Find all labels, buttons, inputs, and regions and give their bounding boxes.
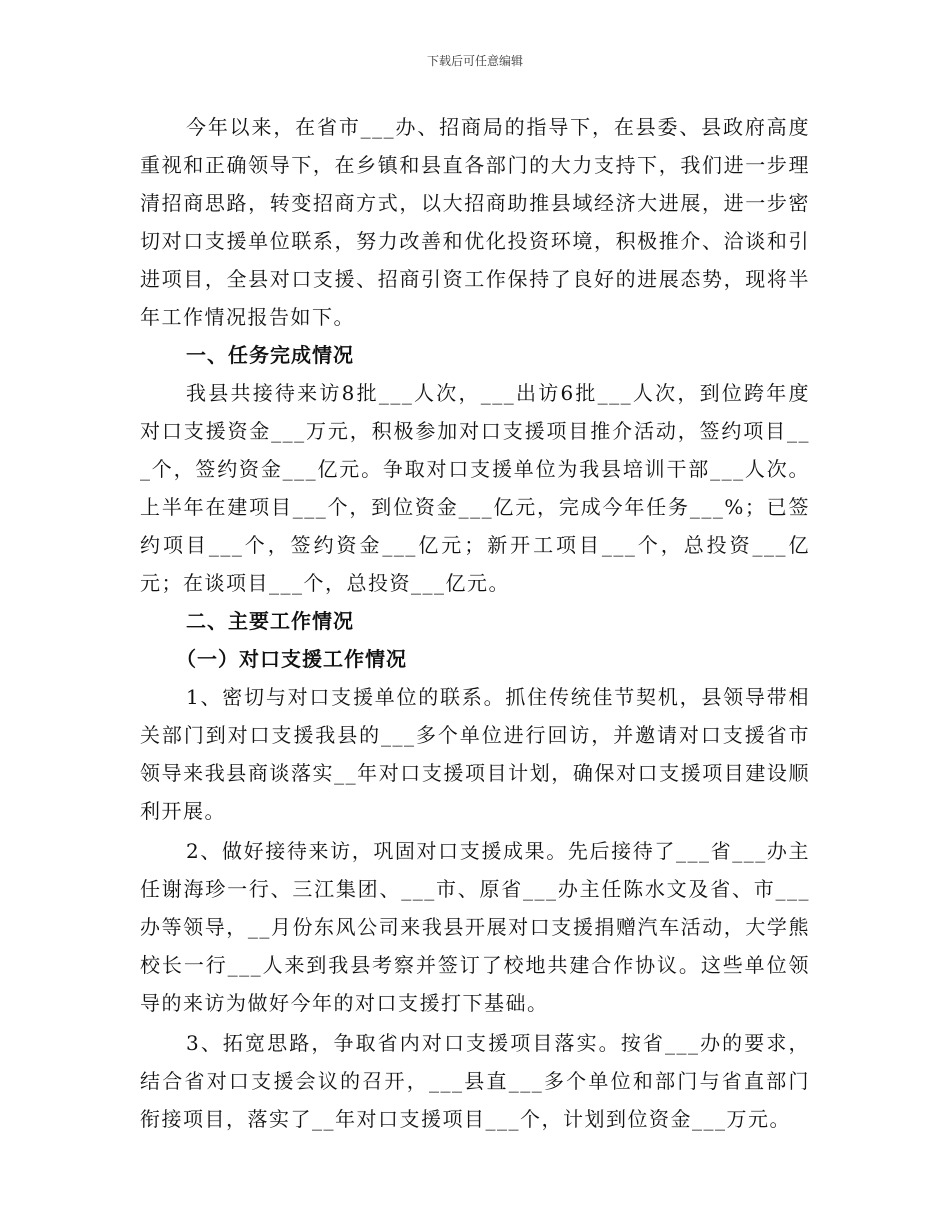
subsection-heading-1: （一）对口支援工作情况 [176,647,407,671]
page-header: 下载后可任意编辑 [426,54,523,68]
section-heading-1: 一、任务完成情况 [186,343,354,367]
item-2-paragraph: 2、做好接待来访，巩固对口支援成果。先后接待了___省___办主任谢海珍一行、三江集团、___市、原省___办主任陈水文及省、市___办等领导，__月份东风公司来我县开展对口支援捐赠汽车活动，大学熊校长一行___人来到我县考察并签订了校地共建合作协议。这些单位领导的来访为做好今年的对口支援打下基础。 [140,839,810,1015]
document-body [140,108,810,1138]
item-3-paragraph: 3、拓宽思路，争取省内对口支援项目落实。按省___办的要求，结合省对口支援会议的召开，___县直___多个单位和部门与省直部门衔接项目，落实了__年对口支援项目___个，计划到位资金___万元。 [140,1031,810,1131]
intro-paragraph: 今年以来，在省市___办、招商局的指导下，在县委、县政府高度重视和正确领导下，在乡镇和县直各部门的大力支持下，我们进一步理清招商思路，转变招商方式，以大招商助推县域经济大进展，进一步密切对口支援单位联系，努力改善和优化投资环境，积极推介、洽谈和引进项目，全县对口支援、招商引资工作保持了良好的进展态势，现将半年工作情况报告如下。 [140,115,810,329]
section-heading-2: 二、主要工作情况 [186,609,354,633]
task-paragraph: 我县共接待来访8批___人次，___出访6批___人次，到位跨年度对口支援资金___万元，积极参加对口支援项目推介活动，签约项目___个，签约资金___亿元。争取对口支援单位为我县培训干部___人次。上半年在建项目___个，到位资金___亿元，完成今年任务___%；已签约项目___个，签约资金___亿元；新开工项目___个，总投资___亿元；在谈项目___个，总投资___亿元。 [140,381,810,595]
item-1-paragraph: 1、密切与对口支援单位的联系。抓住传统佳节契机，县领导带相关部门到对口支援我县的___多个单位进行回访，并邀请对口支援省市领导来我县商谈落实__年对口支援项目计划，确保对口支援项目建设顺利开展。 [140,685,810,823]
